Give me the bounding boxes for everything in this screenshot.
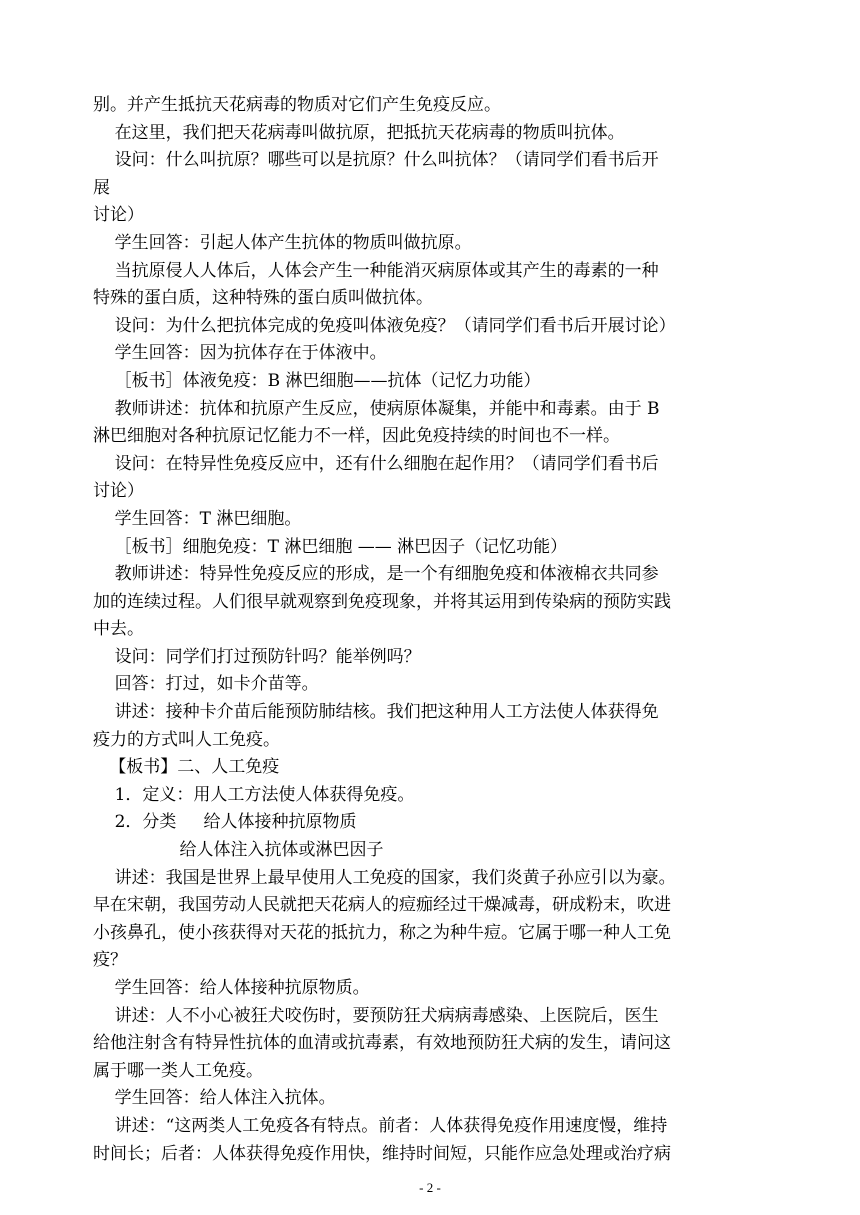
- text-line: 早在宋朝，我国劳动人民就把天花病人的痘痂经过干燥减毒，研成粉末，吹进: [93, 895, 671, 916]
- text-line: 讲述：人不小心被狂犬咬伤时，要预防狂犬病病毒感染、上医院后，医生: [93, 1005, 659, 1026]
- text-line: 讨论）: [93, 205, 144, 226]
- text-line: 教师讲述：特异性免疫反应的形成，是一个有细胞免疫和体液棉衣共同参: [93, 564, 659, 585]
- text-line: 教师讲述：抗体和抗原产生反应，使病原体凝集，并能中和毒素。由于 B: [93, 398, 660, 419]
- document-body: [93, 92, 773, 1168]
- text-line: 疫力的方式叫人工免疫。: [93, 729, 280, 750]
- text-line: 学生回答：因为抗体存在于体液中。: [93, 343, 387, 364]
- text-line: 给人体注入抗体或淋巴因子: [93, 840, 384, 861]
- text-line: 学生回答：给人体注入抗体。: [93, 1088, 336, 1109]
- text-line: 设问：在特异性免疫反应中，还有什么细胞在起作用？（请同学们看书后: [93, 453, 659, 474]
- text-line: ［板书］细胞免疫：T 淋巴细胞 —— 淋巴因子（记忆功能）: [93, 536, 568, 557]
- text-line: 2．分类 给人体接种抗原物质: [93, 812, 357, 833]
- text-line: 讨论）: [93, 481, 144, 502]
- text-line: 别。并产生抵抗天花病毒的物质对它们产生免疫反应。: [93, 95, 501, 115]
- text-line: 学生回答：T 淋巴细胞。: [93, 508, 302, 529]
- text-line: 1．定义：用人工方法使人体获得免疫。: [93, 784, 415, 805]
- text-line: 展: [93, 177, 110, 198]
- text-line: 属于哪一类人工免疫。: [93, 1060, 263, 1081]
- text-line: 小孩鼻孔，使小孩获得对天花的抵抗力，称之为种牛痘。它属于哪一种人工免: [93, 922, 671, 943]
- text-line: 设问：为什么把抗体完成的免疫叫体液免疫？（请同学们看书后开展讨论）: [93, 315, 676, 336]
- text-line: 设问：同学们打过预防针吗？能举例吗？: [93, 646, 421, 667]
- text-line: 【板书】二、人工免疫: [93, 757, 280, 778]
- text-line: 讲述：我国是世界上最早使用人工免疫的国家，我们炎黄子孙应引以为豪。: [93, 867, 676, 888]
- text-line: 加的连续过程。人们很早就观察到免疫现象，并将其运用到传染病的预防实践: [93, 591, 671, 612]
- text-line: 中去。: [93, 619, 144, 640]
- text-line: 特殊的蛋白质，这种特殊的蛋白质叫做抗体。: [93, 288, 433, 309]
- text-line: 在这里，我们把天花病毒叫做抗原，把抵抗天花病毒的物质叫抗体。: [93, 122, 625, 143]
- text-line: 回答：打过，如卡介苗等。: [93, 674, 319, 695]
- text-line: 讲述：“这两类人工免疫各有特点。前者：人体获得免疫作用速度慢，维持: [93, 1115, 668, 1136]
- text-line: 淋巴细胞对各种抗原记忆能力不一样，因此免疫持续的时间也不一样。: [93, 426, 620, 447]
- text-line: ［板书］体液免疫：B 淋巴细胞——抗体（记忆力功能）: [93, 370, 541, 391]
- text-line: 当抗原侵人人体后，人体会产生一种能消灭病原体或其产生的毒素的一种: [93, 260, 659, 281]
- text-line: 疫？: [93, 950, 127, 971]
- text-line: 时间长；后者：人体获得免疫作用快，维持时间短，只能作应急处理或治疗病: [93, 1143, 671, 1164]
- text-line: 学生回答：给人体接种抗原物质。: [93, 978, 370, 998]
- page-number: - 2 -: [419, 1180, 441, 1195]
- text-line: 给他注射含有特异性抗体的血清或抗毒素，有效地预防狂犬病的发生，请问这: [93, 1033, 671, 1054]
- text-line: 学生回答：引起人体产生抗体的物质叫做抗原。: [93, 232, 472, 253]
- text-line: 设问：什么叫抗原？哪些可以是抗原？什么叫抗体？（请同学们看书后开: [93, 150, 659, 171]
- text-line: 讲述：接种卡介苗后能预防肺结核。我们把这种用人工方法使人体获得免: [93, 702, 659, 723]
